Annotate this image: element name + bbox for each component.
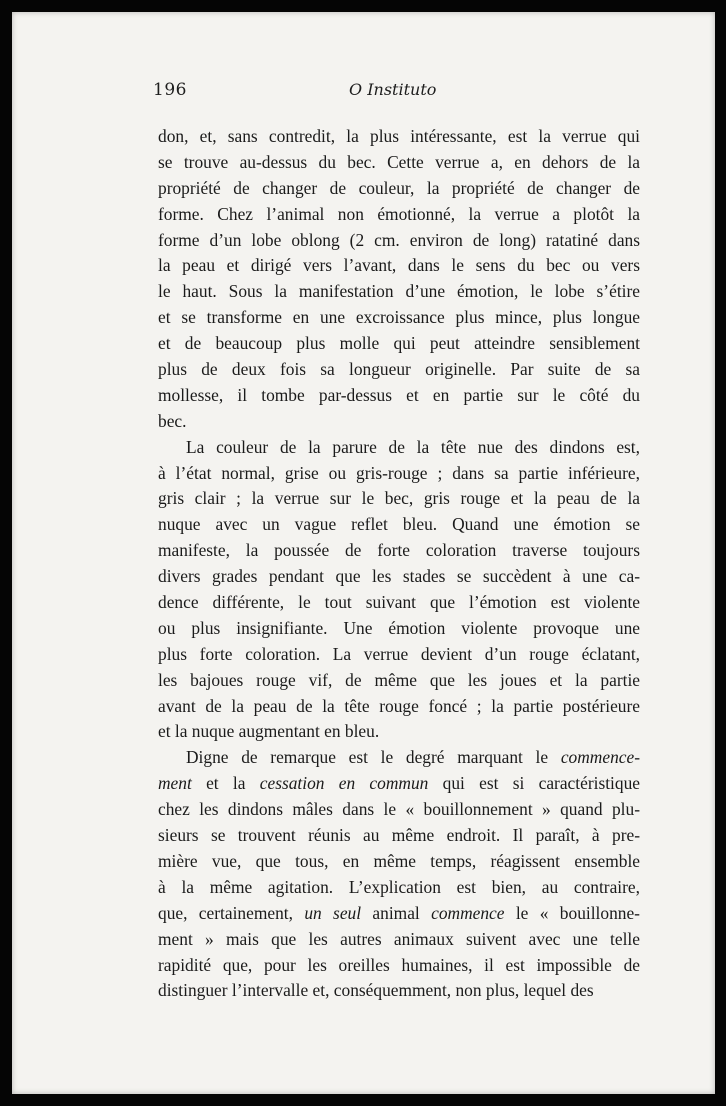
text-segment: se trouve au-dessus du bec. Cette verrue a, en dehors de la xyxy=(158,151,640,172)
text-line xyxy=(158,797,640,823)
text-line xyxy=(158,512,640,538)
text-line xyxy=(158,538,640,564)
text-line xyxy=(158,383,640,409)
text-segment: manifeste, la poussée de forte coloration traverse toujours xyxy=(158,540,640,561)
italic-text: cessation en commun xyxy=(259,773,429,794)
text-segment: mière vue, que tous, en même temps, réagissent ensemble xyxy=(158,850,640,871)
text-segment: forme. Chez l’animal non émotionné, la verrue a plotôt la xyxy=(158,203,640,224)
text-line xyxy=(158,202,640,228)
text-line xyxy=(158,279,640,305)
text-line xyxy=(158,486,640,512)
text-segment: chez les dindons mâles dans le « bouillonnement » quand plu- xyxy=(158,799,640,820)
text-line xyxy=(158,176,640,202)
text-line xyxy=(158,849,640,875)
text-line xyxy=(158,357,640,383)
text-segment: le « bouillonne- xyxy=(504,902,640,923)
text-segment: gris clair ; la verrue sur le bec, gris rouge et la peau de la xyxy=(158,488,640,509)
text-segment: mollesse, il tombe par-dessus et en partie sur le côté du xyxy=(158,384,640,405)
book-page xyxy=(12,12,715,1094)
text-segment: et la xyxy=(191,773,260,794)
text-segment: et la nuque augmentant en bleu. xyxy=(158,721,380,742)
text-line xyxy=(158,461,640,487)
text-segment: à la même agitation. L’explication est bien, au contraire, xyxy=(158,876,640,897)
text-segment: sieurs se trouvent réunis au même endroit. Il paraît, à pre- xyxy=(158,825,640,846)
text-segment: et se transforme en une excroissance plus mince, plus longue xyxy=(158,307,640,328)
text-segment: le haut. Sous la manifestation d’une émotion, le lobe s’étire xyxy=(158,281,640,302)
running-title: O Instituto xyxy=(349,80,437,99)
italic-text: commence xyxy=(431,902,505,923)
text-segment: plus de deux fois sa longueur originelle. Par suite de sa xyxy=(158,359,640,380)
paragraph xyxy=(158,124,640,435)
text-segment: qui est si caractéristique xyxy=(428,773,640,794)
text-line xyxy=(158,901,640,927)
body-text xyxy=(158,124,640,1004)
text-line xyxy=(158,875,640,901)
text-line xyxy=(158,978,640,1004)
text-line xyxy=(158,642,640,668)
text-segment: divers grades pendant que les stades se succèdent à une ca- xyxy=(158,566,640,587)
page-header xyxy=(153,80,641,104)
paragraph xyxy=(158,745,640,1004)
text-segment: forme d’un lobe oblong (2 cm. environ de long) ratatiné dans xyxy=(158,229,640,250)
text-segment: propriété de changer de couleur, la propriété de changer de xyxy=(158,177,640,198)
text-line xyxy=(158,564,640,590)
text-line xyxy=(158,719,640,745)
text-line xyxy=(158,694,640,720)
text-line xyxy=(158,228,640,254)
page-number: 196 xyxy=(153,80,187,100)
text-line xyxy=(158,927,640,953)
text-segment: La couleur de la parure de la tête nue des dindons est, xyxy=(186,436,640,457)
text-segment: Digne de remarque est le degré marquant le xyxy=(186,747,561,768)
text-line xyxy=(158,953,640,979)
text-line xyxy=(158,616,640,642)
italic-text: ment xyxy=(158,773,192,794)
text-segment: plus forte coloration. La verrue devient d’un rouge éclatant, xyxy=(158,643,640,664)
text-segment: dence différente, le tout suivant que l’émotion est violente xyxy=(158,592,640,613)
text-line xyxy=(158,124,640,150)
text-segment: à l’état normal, grise ou gris-rouge ; dans sa partie inférieure, xyxy=(158,462,640,483)
text-segment: bec. xyxy=(158,410,187,431)
text-line xyxy=(158,150,640,176)
text-segment: ment » mais que les autres animaux suivent avec une telle xyxy=(158,928,640,949)
text-line xyxy=(158,590,640,616)
text-line xyxy=(158,409,640,435)
text-segment: et de beaucoup plus molle qui peut atteindre sensiblement xyxy=(158,333,640,354)
text-segment: nuque avec un vague reflet bleu. Quand une émotion se xyxy=(158,514,640,535)
paragraph xyxy=(158,435,640,746)
text-segment: la peau et dirigé vers l’avant, dans le sens du bec ou vers xyxy=(158,255,640,276)
text-line xyxy=(158,745,640,771)
text-segment: don, et, sans contredit, la plus intéressante, est la verrue qui xyxy=(158,126,640,146)
italic-text: un seul xyxy=(304,902,362,923)
text-segment: les bajoues rouge vif, de même que les joues et la partie xyxy=(158,669,640,690)
text-line xyxy=(158,668,640,694)
italic-text: commence- xyxy=(560,747,640,768)
text-segment: animal xyxy=(361,902,432,923)
text-segment: que, certainement, xyxy=(158,902,305,923)
text-segment: rapidité que, pour les oreilles humaines, il est impossible de xyxy=(158,954,640,975)
text-line xyxy=(158,435,640,461)
text-segment: distinguer l’intervalle et, conséquemment, non plus, lequel des xyxy=(158,980,594,1001)
text-line xyxy=(158,771,640,797)
text-segment: ou plus insignifiante. Une émotion violente provoque une xyxy=(158,617,640,638)
text-line xyxy=(158,253,640,279)
text-line xyxy=(158,305,640,331)
text-segment: avant de la peau de la tête rouge foncé ; la partie postérieure xyxy=(158,695,640,716)
text-line xyxy=(158,331,640,357)
text-line xyxy=(158,823,640,849)
